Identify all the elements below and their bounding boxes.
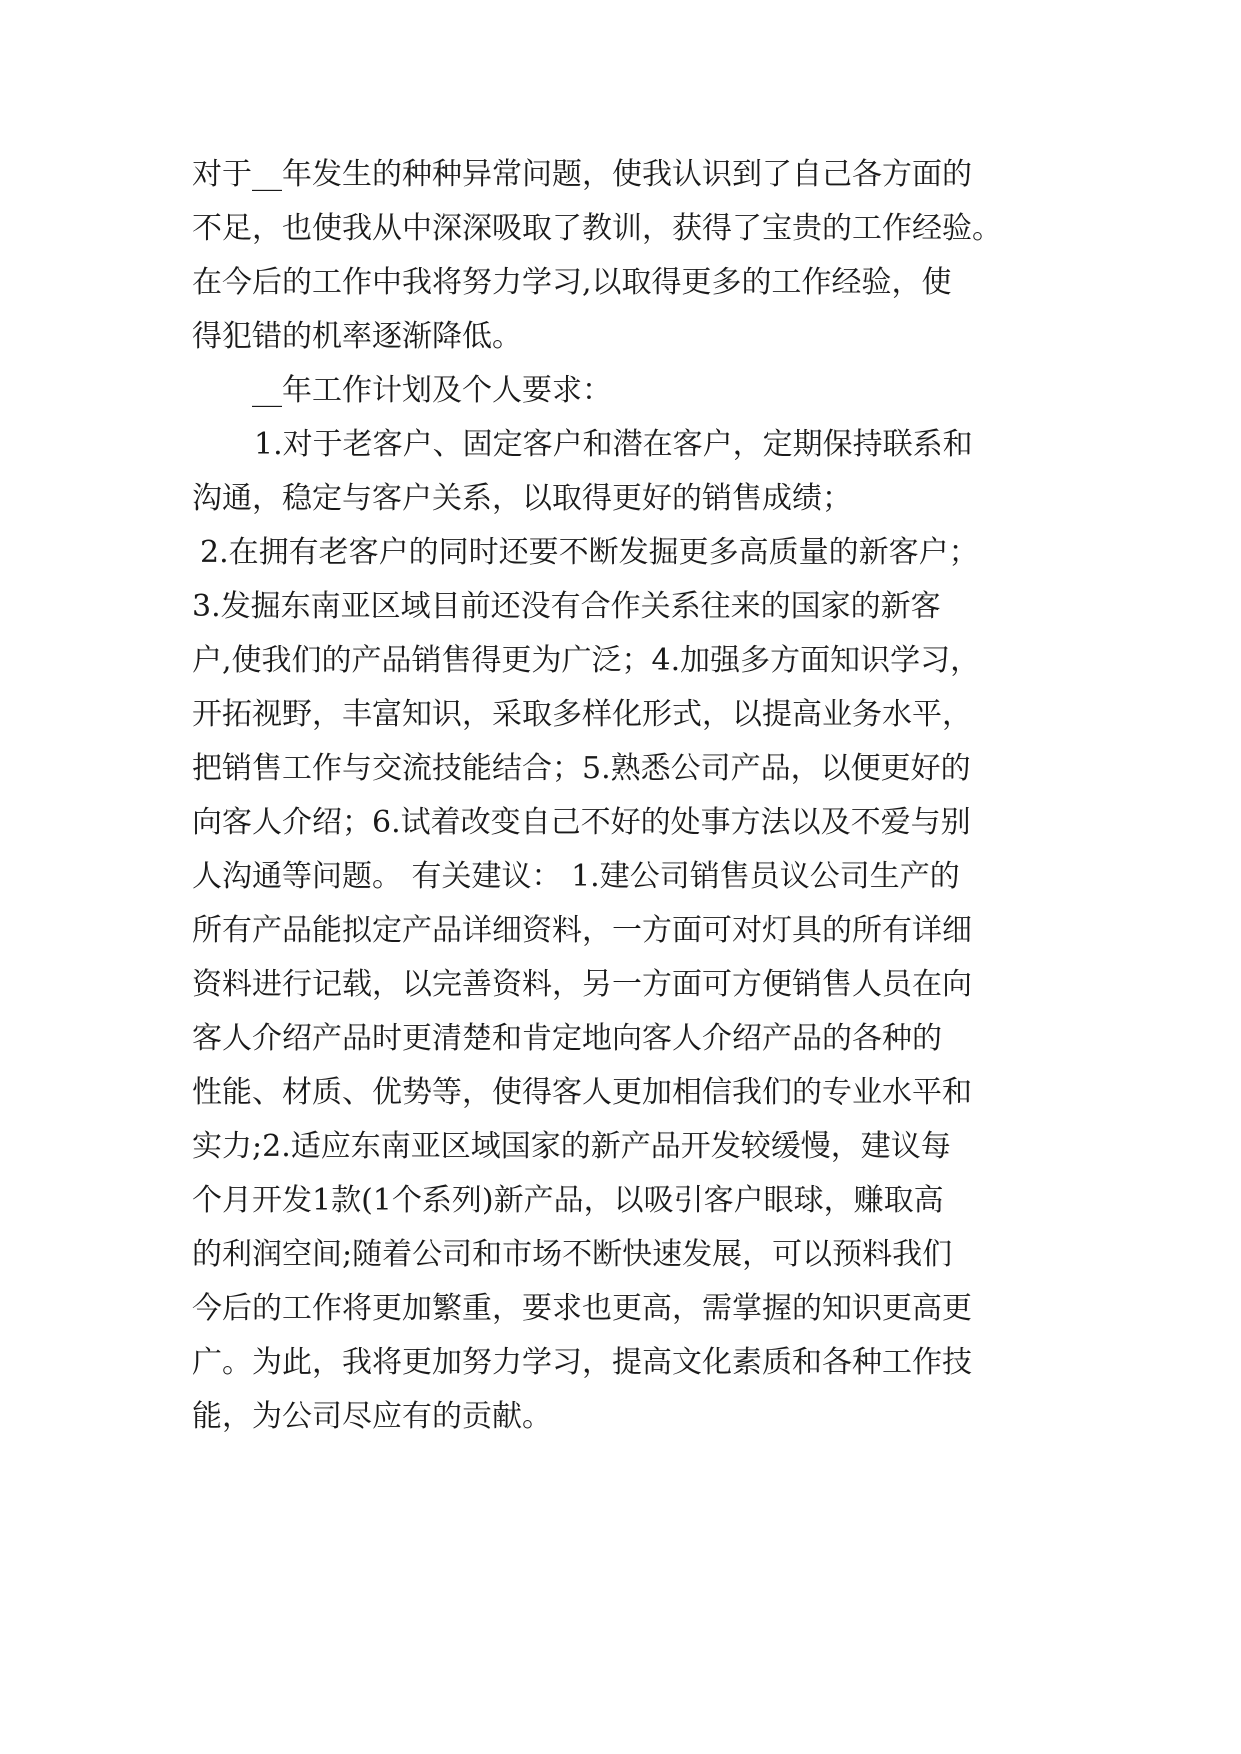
text-line-4: 得犯错的机率逐渐降低。 bbox=[192, 319, 522, 354]
text-line-14: 人沟通等问题。 有关建议： 1.建公司销售员议公司生产的 bbox=[192, 859, 960, 894]
text-line-3: 在今后的工作中我将努力学习,以取得更多的工作经验，使 bbox=[192, 265, 952, 300]
text-line-16: 资料进行记载，以完善资料，另一方面可方便销售人员在向 bbox=[192, 967, 972, 1002]
text-line-18: 性能、材质、优势等，使得客人更加相信我们的专业水平和 bbox=[192, 1075, 972, 1110]
text-line-6: 1.对于老客户、固定客户和潜在客户，定期保持联系和 bbox=[254, 427, 973, 462]
text-line-7: 沟通，稳定与客户关系，以取得更好的销售成绩； bbox=[192, 481, 852, 516]
text-line-19: 实力;2.适应东南亚区域国家的新产品开发较缓慢，建议每 bbox=[192, 1129, 951, 1164]
text-line-11: 开拓视野，丰富知识，采取多样化形式，以提高业务水平， bbox=[192, 697, 972, 732]
text-line-8: 2.在拥有老客户的同时还要不断发掘更多高质量的新客户； bbox=[200, 535, 979, 570]
text-line-9: 3.发掘东南亚区域目前还没有合作关系往来的国家的新客 bbox=[192, 589, 941, 624]
text-line-21: 的利润空间;随着公司和市场不断快速发展，可以预料我们 bbox=[192, 1237, 953, 1272]
text-line-1: 对于__年发生的种种异常问题，使我认识到了自己各方面的 bbox=[192, 157, 972, 192]
text-line-13: 向客人介绍；6.试着改变自己不好的处事方法以及不爱与别 bbox=[192, 805, 971, 840]
text-line-22: 今后的工作将更加繁重，要求也更高，需掌握的知识更高更 bbox=[192, 1291, 972, 1326]
text-line-20: 个月开发1款(1个系列)新产品，以吸引客户眼球，赚取高 bbox=[192, 1183, 944, 1218]
text-line-15: 所有产品能拟定产品详细资料，一方面可对灯具的所有详细 bbox=[192, 913, 972, 948]
text-line-2: 不足，也使我从中深深吸取了教训，获得了宝贵的工作经验。 bbox=[192, 211, 1002, 246]
section-heading-plan: __年工作计划及个人要求： bbox=[252, 373, 612, 408]
text-line-17: 客人介绍产品时更清楚和肯定地向客人介绍产品的各种的 bbox=[192, 1021, 942, 1056]
text-line-23: 广。为此，我将更加努力学习，提高文化素质和各种工作技 bbox=[192, 1345, 972, 1380]
text-line-24: 能，为公司尽应有的贡献。 bbox=[192, 1399, 552, 1434]
text-line-12: 把销售工作与交流技能结合；5.熟悉公司产品，以便更好的 bbox=[192, 751, 971, 786]
text-line-10: 户,使我们的产品销售得更为广泛；4.加强多方面知识学习， bbox=[192, 643, 981, 678]
